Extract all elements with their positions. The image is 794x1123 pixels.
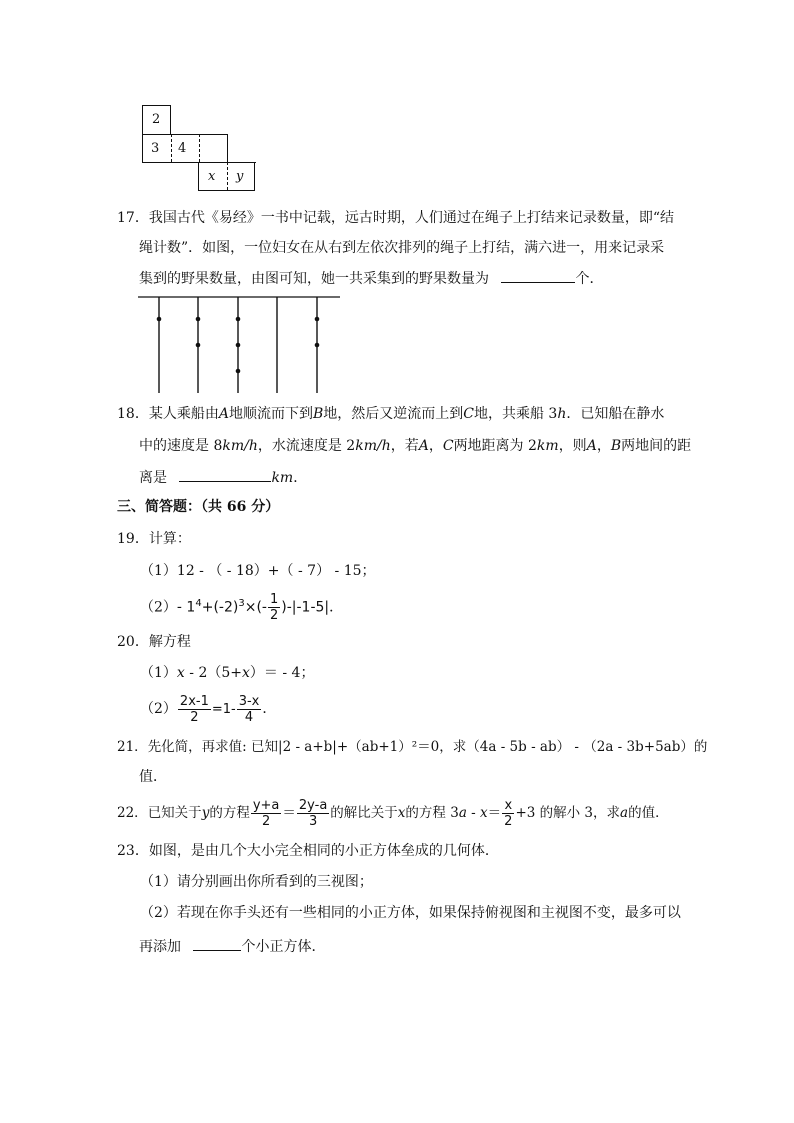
q17-number: 17． — [117, 210, 149, 226]
net-dash — [227, 162, 228, 190]
q22-text: 的方程 3 — [405, 805, 459, 821]
rope-knot-figure — [138, 294, 342, 394]
q22-text: ＝ — [282, 805, 296, 821]
q19-part2 — [140, 592, 343, 623]
q17-line2 — [139, 238, 664, 258]
q22-var: a — [620, 805, 629, 821]
q21-number: 21． — [117, 739, 148, 755]
q18-number: 18． — [117, 406, 149, 422]
q20-var: x — [176, 665, 185, 681]
q23-part2-line1 — [140, 903, 681, 923]
q22-text: +3 的解小 3，求 — [515, 805, 621, 821]
q19-exponent: 3 — [238, 597, 245, 609]
q18-var: C — [463, 406, 474, 422]
q19-expr: +(-2) — [201, 599, 239, 616]
q20-expr: - 2（5+ — [184, 665, 243, 681]
rope-knot — [236, 317, 241, 322]
q20-denominator: 4 — [244, 709, 254, 725]
q18-unit: km/h — [222, 438, 258, 454]
q22-fraction-3 — [502, 798, 514, 829]
q18-line2 — [139, 436, 691, 456]
q18-text: 某人乘船由 — [148, 406, 219, 422]
q19-part2-label: （2） — [140, 599, 177, 616]
q19-expr: - 1 — [176, 599, 196, 616]
q17-text-1: 我国古代《易经》一书中记载，远古时期，人们通过在绳子上打结来记录数量，即“结 — [148, 210, 674, 226]
q22-var: x — [397, 805, 406, 821]
rope-knot — [157, 317, 162, 322]
q20-part2 — [140, 692, 276, 727]
q18-answer-blank[interactable] — [179, 467, 271, 482]
q18-var: A — [418, 438, 429, 454]
q20-fraction-1 — [178, 694, 211, 725]
q22-denominator: 2 — [261, 814, 271, 829]
net-edge — [171, 105, 228, 135]
rope-knot — [236, 343, 241, 348]
q18-line3 — [139, 467, 307, 488]
rope-knot — [315, 317, 320, 322]
q18-text: 两地间的距 — [621, 438, 692, 454]
q18-line1 — [117, 404, 664, 424]
q18-var: A — [218, 406, 229, 422]
q20-title — [117, 632, 191, 652]
q17-line1 — [117, 208, 674, 228]
q18-text: ，水流速度是 2 — [257, 438, 356, 454]
q23-part1-text: （1）请分别画出你所看到的三视图； — [140, 874, 373, 890]
q23-part2-line2 — [139, 936, 325, 957]
q19-fraction-numerator: 1 — [269, 592, 279, 607]
q19-part1 — [140, 561, 376, 581]
q23-part2-text: （2）若现在你手头还有一些相同的小正方体，如果保持俯视图和主视图不变，最多可以 — [140, 905, 681, 921]
q18-text: 中的速度是 8 — [139, 438, 223, 454]
q19-exponent: 4 — [195, 597, 202, 609]
q20-text: 解方程 — [148, 634, 191, 650]
q18-unit: km — [536, 438, 559, 454]
rope-knot — [236, 369, 241, 374]
q18-text: 地顺流而下到 — [228, 406, 313, 422]
net-label-2: 2 — [152, 112, 161, 127]
q23-answer-blank[interactable] — [193, 936, 241, 951]
q20-expr: =1- — [211, 702, 236, 717]
q22-text: 的解比关于 — [330, 805, 398, 821]
q22-var: y — [201, 805, 210, 821]
q20-part1 — [140, 663, 314, 683]
q22-text: ＝ — [487, 805, 502, 821]
q17-text-end: 个． — [575, 271, 604, 287]
q20-fraction-2 — [237, 694, 262, 725]
q18-text: 离是 — [139, 470, 167, 486]
q23-text: 如图，是由几个大小完全相同的小正方体垒成的几何体． — [148, 843, 499, 859]
q22-number: 22． — [117, 805, 148, 821]
net-dash — [199, 162, 228, 163]
q18-var: C — [442, 438, 454, 454]
net-label-y: y — [236, 169, 244, 184]
q19-expr: )-|-1-5|． — [281, 599, 344, 616]
q22-var: x — [480, 805, 488, 821]
q23-number: 23． — [117, 843, 149, 859]
q23-part1 — [140, 872, 373, 892]
q17-line3 — [139, 268, 603, 289]
q20-expr: ）＝ - 4； — [249, 665, 315, 681]
q21-text-2: 值． — [139, 769, 167, 785]
q20-numerator: 2x-1 — [179, 693, 209, 709]
q19-fraction-denominator: 2 — [269, 608, 279, 623]
q17-text-2: 绳计数”．如图，一位妇女在从右到左依次排列的绳子上打结，满六进一，用来记录采 — [139, 240, 665, 256]
q18-var: B — [312, 406, 324, 422]
q18-text: 地，然后又逆流而上到 — [323, 406, 464, 422]
q17-answer-blank[interactable] — [501, 268, 575, 283]
q18-unit: km/h — [355, 438, 391, 454]
cube-net-figure — [142, 105, 257, 191]
q22-fraction-1 — [251, 798, 282, 829]
q20-part2-label: （2） — [140, 701, 177, 717]
q18-var: A — [586, 438, 597, 454]
q20-numerator: 3-x — [238, 693, 260, 709]
q22-denominator: 3 — [308, 814, 318, 829]
net-dash — [199, 134, 200, 162]
q18-text: ．已知船在静水 — [566, 406, 665, 422]
q19-part1-text: （1）12 - （ - 18）+（ - 7） - 15； — [140, 563, 376, 579]
net-edge — [228, 162, 256, 163]
q18-text: ． — [293, 470, 308, 486]
q19-title — [117, 529, 191, 549]
rope-knot — [315, 343, 320, 348]
net-label-4: 4 — [178, 141, 187, 156]
rope-knot — [196, 343, 201, 348]
q20-expr: ． — [262, 701, 277, 717]
q22-text: - — [466, 805, 481, 821]
q19-text: 计算： — [148, 531, 191, 547]
q18-text: 地，共乘船 3 — [473, 406, 558, 422]
q20-number: 20． — [117, 634, 149, 650]
q18-text: ，若 — [390, 438, 419, 454]
q22-line — [117, 796, 669, 830]
section-3-score: （共 66 分） — [201, 499, 280, 515]
q17-text-3: 集到的野果数量，由图可知，她一共采集到的野果数量为 — [139, 271, 489, 287]
q19-fraction — [268, 592, 280, 623]
q23-part2-text: 再添加 — [139, 939, 181, 955]
q22-text: 已知关于 — [147, 805, 202, 821]
net-label-3: 3 — [151, 141, 160, 156]
q23-title — [117, 841, 499, 861]
q23-part2-text: 个小正方体． — [241, 939, 326, 955]
q18-var: B — [610, 438, 622, 454]
q22-numerator: x — [502, 798, 514, 814]
q22-text: 的值． — [628, 805, 669, 821]
q18-unit: h — [557, 406, 567, 422]
q21-line2 — [139, 767, 167, 787]
q20-denominator: 2 — [190, 709, 199, 725]
q22-numerator: y+a — [252, 798, 280, 813]
q18-text: ， — [428, 438, 443, 454]
q18-text: ， — [596, 438, 611, 454]
q22-var: a — [458, 805, 467, 821]
q18-unit: km — [271, 470, 294, 486]
q21-text-1: 先化简，再求值: 已知|2 - a+b|+（ab+1）²＝0，求（4a - 5b - ab） - （2a - 3b+5ab）的 — [147, 739, 708, 755]
q20-part1-label: （1） — [140, 665, 177, 681]
q22-text: 的方程 — [209, 805, 250, 821]
section-3-title: 三、简答题： — [117, 499, 201, 515]
q20-var: x — [242, 665, 250, 681]
q18-text: ，则 — [558, 438, 587, 454]
net-dash — [171, 134, 172, 162]
q22-denominator: 2 — [504, 814, 513, 829]
q18-text: 两地距离为 2 — [453, 438, 537, 454]
rope-knot — [196, 317, 201, 322]
q19-expr: ×(- — [244, 599, 267, 616]
q22-numerator: 2y-a — [298, 798, 328, 813]
q22-fraction-2 — [297, 798, 329, 829]
q19-number: 19． — [117, 531, 149, 547]
q21-line1 — [117, 737, 707, 757]
net-label-x: x — [208, 169, 216, 184]
section-3-heading — [117, 497, 279, 517]
